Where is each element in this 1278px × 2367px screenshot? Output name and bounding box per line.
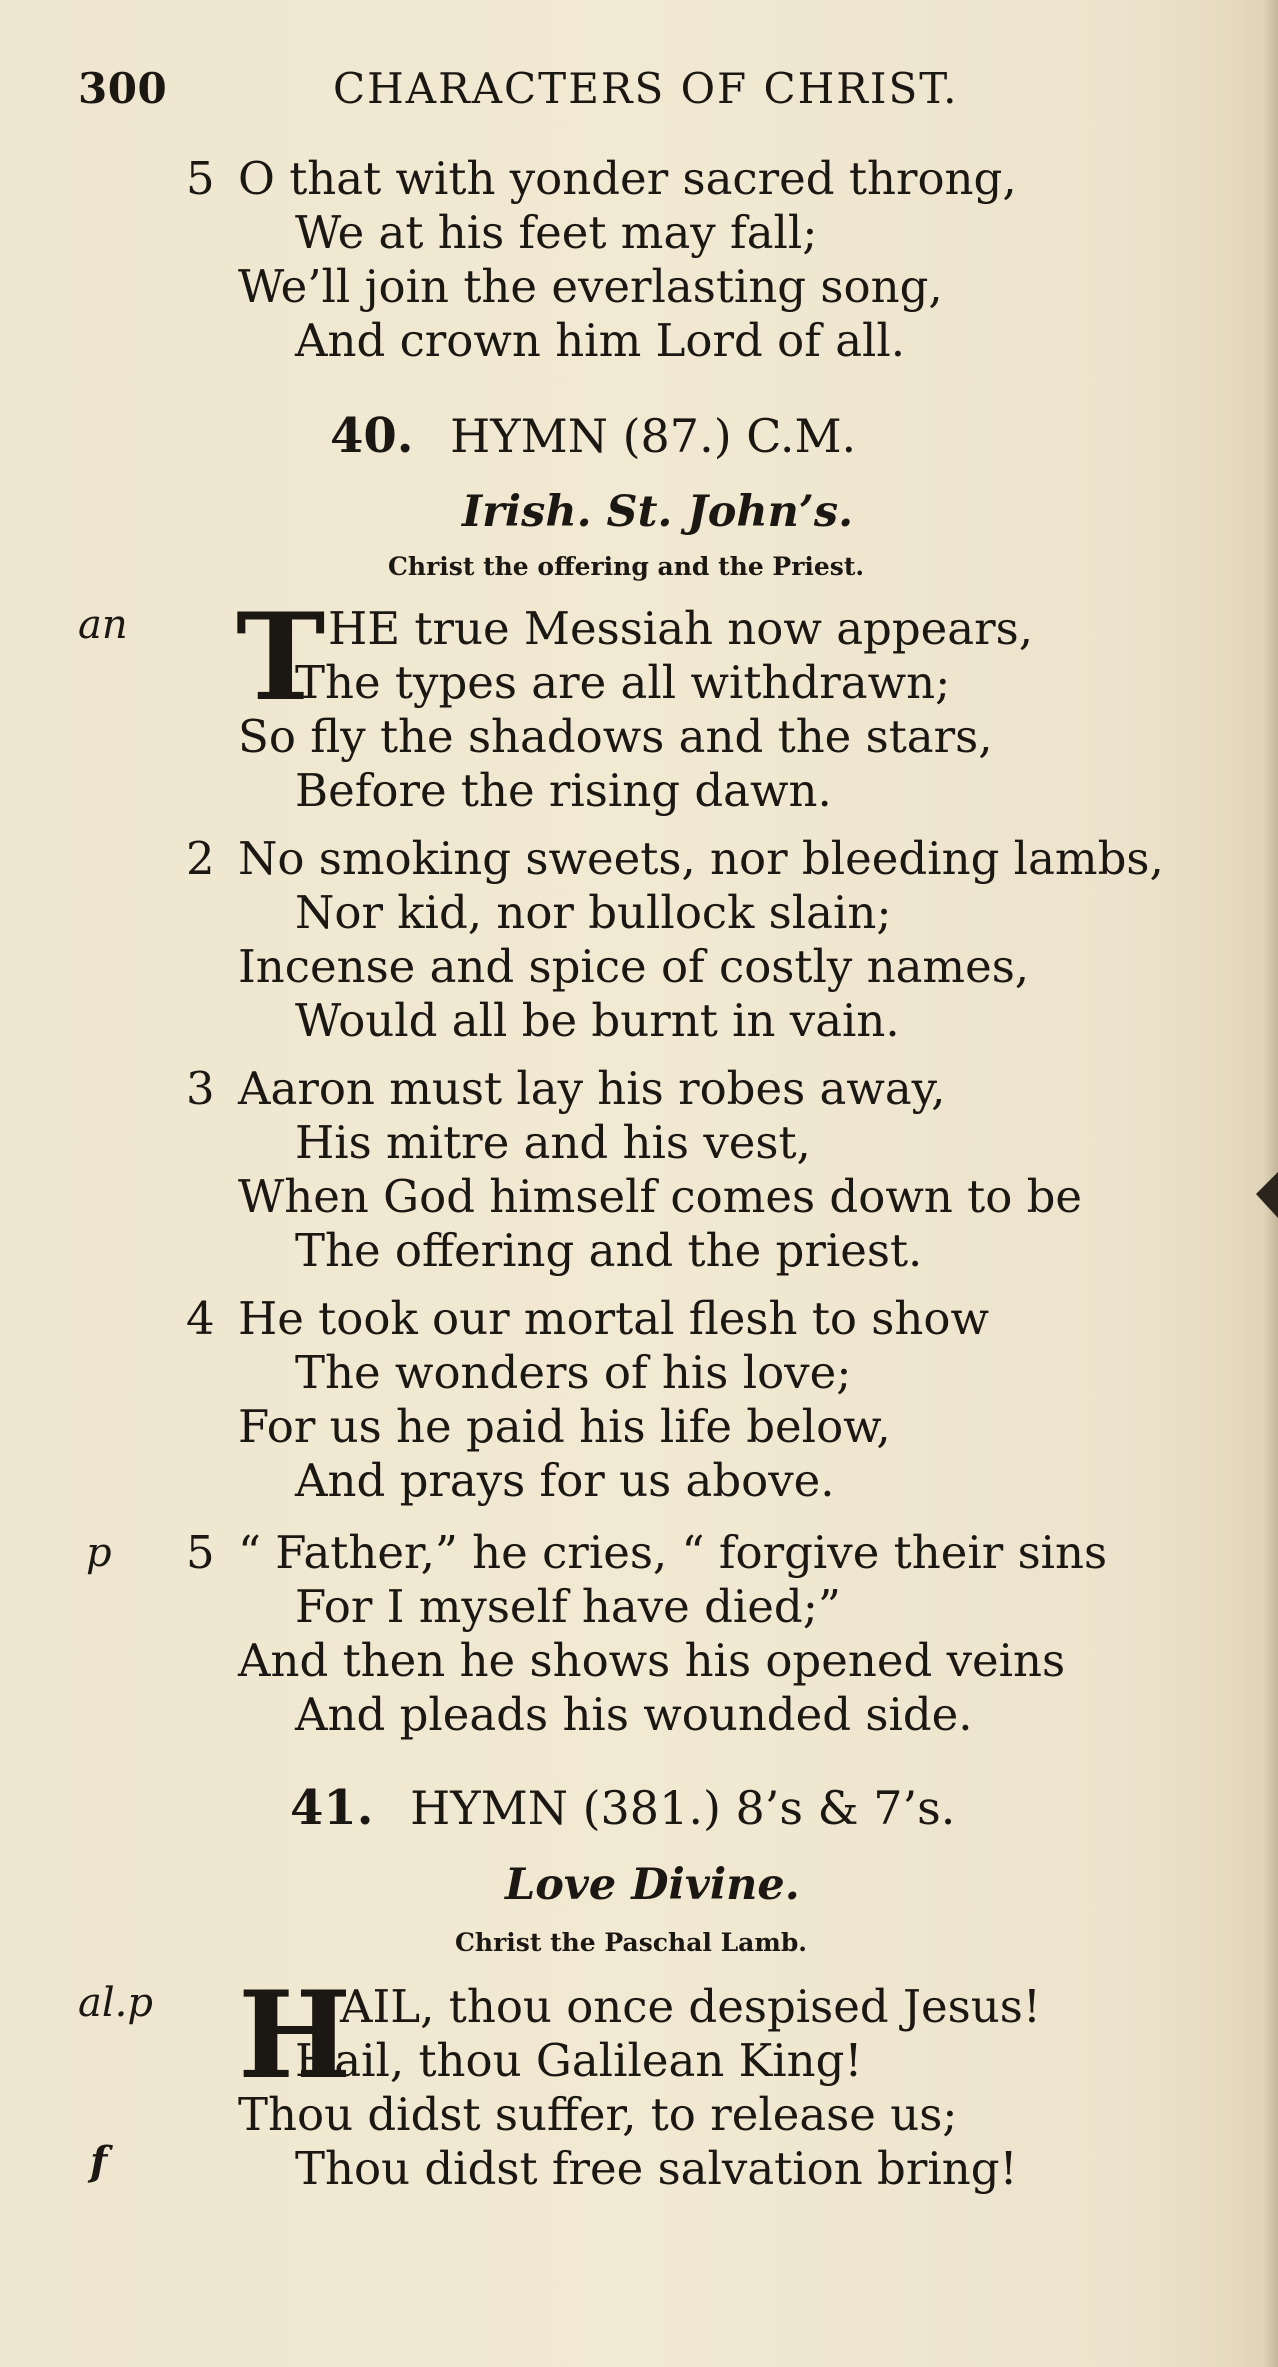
- hymn-subtitle: Christ the offering and the Priest.: [388, 552, 865, 581]
- tune-names: Irish. St. John’s.: [462, 487, 854, 537]
- verse-line: We at his feet may fall;: [295, 206, 818, 259]
- running-header: [78, 64, 959, 113]
- stanza-number: 5: [186, 1526, 215, 1579]
- page-number: 300: [78, 64, 168, 113]
- hymn-heading: [290, 1780, 955, 1836]
- verse-line: Would all be burnt in vain.: [295, 994, 900, 1047]
- verse-line: HE true Messiah now appears,: [328, 602, 1034, 655]
- dynamics-mark: f: [90, 2138, 108, 2185]
- dynamics-mark: an: [78, 602, 128, 648]
- dynamics-mark: p: [86, 1530, 112, 1576]
- hymn-heading-text: HYMN (381.) 8’s & 7’s.: [410, 1781, 956, 1835]
- verse-line: No smoking sweets, nor bleeding lambs,: [238, 832, 1164, 885]
- verse-line: Incense and spice of costly names,: [238, 940, 1030, 993]
- verse-line: Nor kid, nor bullock slain;: [295, 886, 892, 939]
- verse-line: And then he shows his opened veins: [238, 1634, 1066, 1687]
- verse-line: Thou didst suffer, to release us;: [238, 2088, 958, 2141]
- verse-line: The offering and the priest.: [295, 1224, 923, 1277]
- verse-line: Thou didst free salvation bring!: [295, 2142, 1018, 2195]
- page-edge-mark: [1246, 1168, 1278, 1222]
- drop-cap: T: [236, 587, 326, 728]
- drop-cap: H: [238, 1965, 352, 2106]
- verse-line: The types are all withdrawn;: [295, 656, 951, 709]
- hymn-heading: [330, 408, 856, 464]
- stanza-number: 2: [186, 832, 215, 885]
- stanza-number: 3: [186, 1062, 215, 1115]
- verse-line: So fly the shadows and the stars,: [238, 710, 993, 763]
- hymn-number: 41.: [290, 1780, 374, 1836]
- running-title: CHARACTERS OF CHRIST.: [333, 64, 959, 113]
- verse-line: The wonders of his love;: [295, 1346, 852, 1399]
- verse-line: And prays for us above.: [295, 1454, 835, 1507]
- verse-line: O that with yonder sacred throng,: [238, 152, 1017, 205]
- stanza-number: 4: [186, 1292, 215, 1345]
- hymn-subtitle: Christ the Paschal Lamb.: [455, 1928, 808, 1957]
- verse-line: For I myself have died;”: [295, 1580, 841, 1633]
- tune-name: Love Divine.: [505, 1860, 800, 1910]
- verse-line: He took our mortal flesh to show: [238, 1292, 989, 1345]
- verse-line: And pleads his wounded side.: [295, 1688, 973, 1741]
- verse-line: “ Father,” he cries, “ forgive their sins: [238, 1526, 1108, 1579]
- verse-line: Before the rising dawn.: [295, 764, 832, 817]
- verse-line: And crown him Lord of all.: [295, 314, 906, 367]
- verse-line: We’ll join the everlasting song,: [238, 260, 943, 313]
- hymn-number: 40.: [330, 408, 414, 464]
- verse-line: Hail, thou Galilean King!: [295, 2034, 863, 2087]
- dynamics-mark: al.p: [78, 1980, 153, 2026]
- verse-line: For us he paid his life below,: [238, 1400, 891, 1453]
- verse-line: His mitre and his vest,: [295, 1116, 811, 1169]
- stanza-number: 5: [186, 152, 215, 205]
- verse-line: AIL, thou once despised Jesus!: [340, 1980, 1041, 2033]
- verse-line: When God himself comes down to be: [238, 1170, 1083, 1223]
- verse-line: Aaron must lay his robes away,: [238, 1062, 946, 1115]
- hymn-heading-text: HYMN (87.) C.M.: [450, 409, 857, 463]
